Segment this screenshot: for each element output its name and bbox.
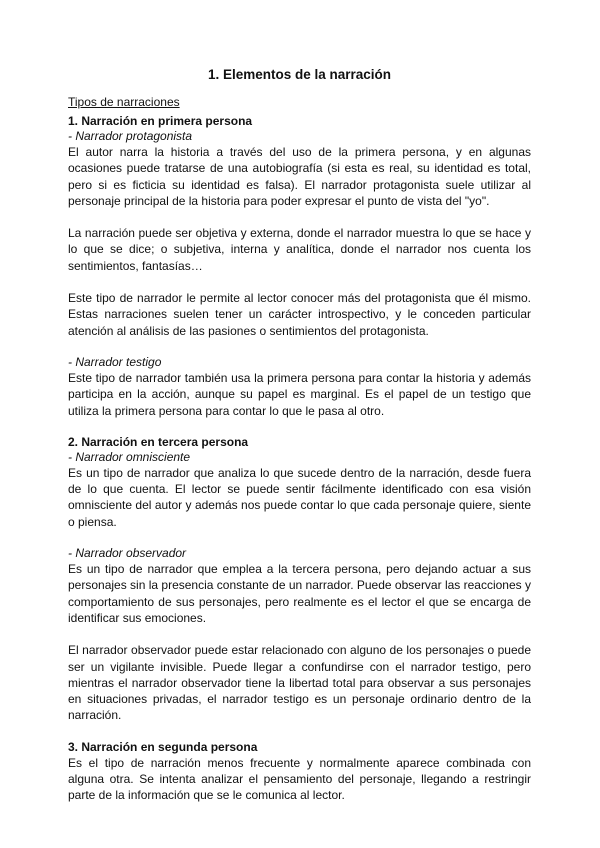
section-heading-segunda: 3. Narración en segunda persona: [68, 739, 258, 754]
subsection-label-omnisciente: - Narrador omnisciente: [68, 449, 191, 464]
subsection-label-testigo: - Narrador testigo: [68, 354, 162, 369]
paragraph: Es un tipo de narrador que analiza lo que sucede dentro de la narración, desde fuera de lo que cuenta. El lector se puede sentir fácilmente identificado con esa visión omnisciente del autor y además nos puede contar lo que cada personaje quiere, siente o piensa.: [68, 465, 531, 529]
paragraph: Es un tipo de narrador que emplea a la tercera persona, pero dejando actuar a sus personajes sin la presencia constante de un narrador. Puede observar las reacciones y comportamiento de sus personajes, pero realmente es el lector el que se encarga de identificar sus emociones.: [68, 562, 531, 625]
subsection-label-protagonista: - Narrador protagonista: [68, 129, 193, 143]
paragraph: Este tipo de narrador también usa la primera persona para contar la historia y además participa en la acción, aunque su papel es marginal. Es el papel de un testigo que utiliza la primera persona para contar lo que le pasa al otro.: [68, 370, 531, 418]
document-page: [68, 66, 531, 804]
section-heading-primera: 1. Narración en primera persona: [68, 114, 253, 128]
paragraph: Este tipo de narrador le permite al lector conocer más del protagonista que él mismo. Estas narraciones suelen tener un carácter introspectivo, y le conceden particular atención al análisis de las pasiones o sentimientos del protagonista.: [68, 291, 531, 338]
subsection-label-observador: - Narrador observador: [68, 546, 187, 561]
document-subtitle: Tipos de narraciones: [68, 95, 180, 109]
paragraph: El narrador observador puede estar relacionado con alguno de los personajes o puede ser un vigilante invisible. Puede llegar a confundirse con el narrador testigo, pero mientras el narrador observador tiene la libertad total para observar a sus personajes en situaciones privadas, el narrador testigo es un personaje ordinario dentro de la narración.: [68, 643, 531, 723]
paragraph: Es el tipo de narración menos frecuente y normalmente aparece combinada con alguna otra. Se intenta analizar el pensamiento del personaje, llegando a restringir parte de la información que se le comunica al lector.: [68, 755, 531, 803]
section-heading-tercera: 2. Narración en tercera persona: [68, 434, 249, 449]
page-title: 1. Elementos de la narración: [207, 67, 392, 82]
paragraph: El autor narra la historia a través del uso de la primera persona, y en algunas ocasiones puede tratarse de una autobiografía (si esta es real, su identidad es total, pero si es ficticia su identidad es falsa). El narrador protagonista suele utilizar al personaje principal de la historia para poder expresar el punto de vista del "yo".: [68, 145, 531, 208]
paragraph: La narración puede ser objetiva y externa, donde el narrador muestra lo que se hace y lo que se dice; o subjetiva, interna y analítica, donde el narrador nos cuenta los sentimientos, fantasías…: [68, 226, 531, 273]
